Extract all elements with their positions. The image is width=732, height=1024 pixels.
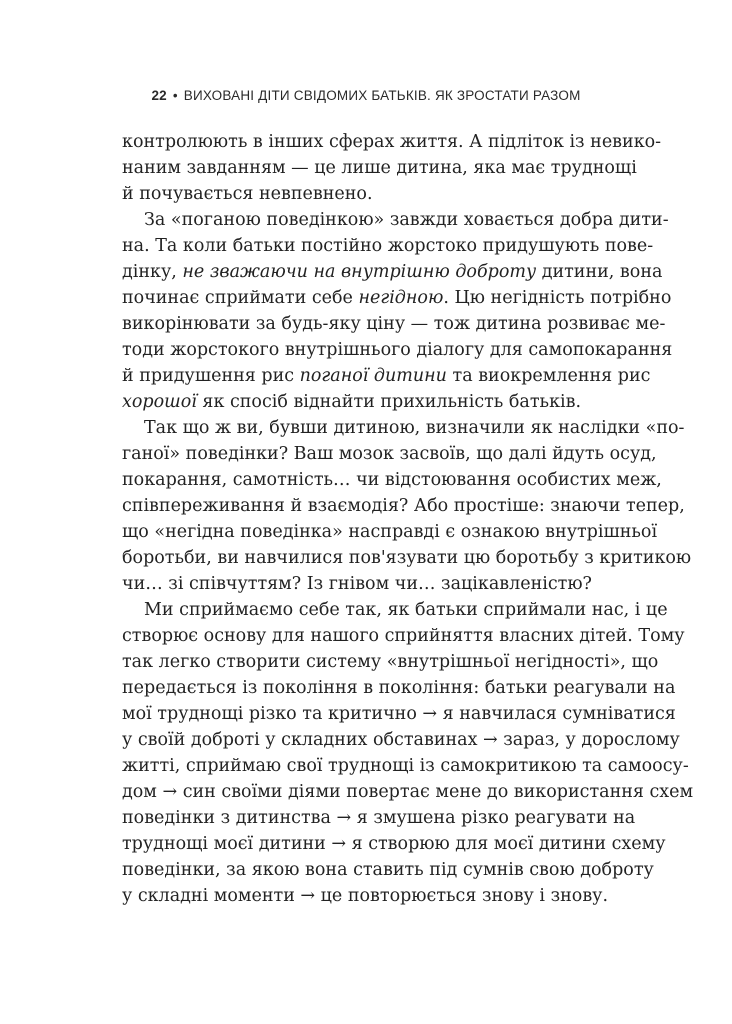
text-line <box>122 805 636 831</box>
text-run: передається із покоління в покоління: батьки реагували на <box>122 678 676 698</box>
text-run: мої труднощі різко та критично → я навчилася сумніватися <box>122 704 676 724</box>
text-line <box>122 519 658 545</box>
text-run: на. Та коли батьки постійно жорстоко придушують пове- <box>122 236 654 256</box>
text-line <box>122 727 680 753</box>
text-run: поведінки, за якою вона ставить під сумнів свою доброту <box>122 860 654 880</box>
text-line <box>122 779 694 805</box>
text-run: покарання, самотність… чи відстоювання особистих меж, <box>122 470 662 490</box>
text-line <box>122 363 651 389</box>
text-run: та виокремлення рис <box>446 366 651 386</box>
italic-text: хорошої <box>122 392 197 412</box>
text-run: поведінки з дитинства → я змушена різко реагувати на <box>122 808 636 828</box>
text-run: співпереживання й взаємодія? Або простіше: знаючи тепер, <box>122 496 685 516</box>
body-text <box>122 129 694 909</box>
text-line <box>122 181 612 207</box>
italic-text: негідною <box>358 288 444 308</box>
text-run: й почувається невпевнено. <box>122 184 373 204</box>
italic-text: не зважаючи на внутрішню доброту <box>182 262 537 282</box>
text-run: боротьби, ви навчилися пов'язувати цю боротьбу з критикою <box>122 548 692 568</box>
text-line <box>122 623 685 649</box>
text-run: дінку, <box>122 262 183 282</box>
text-run: дом → син своїми діями повертає мене до використання схем <box>122 782 694 802</box>
text-line <box>122 883 612 909</box>
text-run: наним завданням — це лише дитина, яка має труднощі <box>122 158 637 178</box>
running-header <box>0 88 732 103</box>
text-line <box>122 675 676 701</box>
text-line <box>122 493 685 519</box>
text-run: Ми сприймаємо себе так, як батьки сприймали нас, і це <box>144 600 668 620</box>
text-run: тоди жорстокого внутрішнього діалогу для самопокарання <box>122 340 673 360</box>
text-line <box>122 389 612 415</box>
text-line <box>122 831 666 857</box>
text-line <box>122 129 662 155</box>
text-line <box>122 259 663 285</box>
text-line <box>122 441 657 467</box>
text-line <box>122 207 669 233</box>
text-line <box>122 571 612 597</box>
text-line <box>122 155 637 181</box>
text-line <box>122 337 673 363</box>
text-line <box>122 467 662 493</box>
text-run: ганої» поведінки? Ваш мозок засвоїв, що далі йдуть осуд, <box>122 444 657 464</box>
text-run: що «негідна поведінка» насправді є ознакою внутрішньої <box>122 522 658 542</box>
text-run: у складні моменти → це повторюється знову і знову. <box>122 886 609 906</box>
text-run: За «поганою поведінкою» завжди ховається добра дити- <box>144 210 669 230</box>
text-line <box>122 233 654 259</box>
text-run: так легко створити систему «внутрішньої негідності», що <box>122 652 659 672</box>
text-run: Так що ж ви, бувши дитиною, визначили як наслідки «по- <box>144 418 685 438</box>
text-line <box>122 285 672 311</box>
book-title: ВИХОВАНІ ДІТИ СВІДОМИХ БАТЬКІВ. ЯК ЗРОСТАТИ РАЗОМ <box>183 88 581 103</box>
text-run: створює основу для нашого сприйняття власних дітей. Тому <box>122 626 685 646</box>
text-run: й придушення рис <box>122 366 300 386</box>
italic-text: поганої дитини <box>299 366 447 386</box>
page-number: 22 <box>151 88 167 103</box>
text-run: починає сприймати себе <box>122 288 359 308</box>
text-run: . Цю негідність потрібно <box>443 288 672 308</box>
text-run: контролюють в інших сферах життя. А підліток із невико- <box>122 132 662 152</box>
header-separator: • <box>172 88 178 103</box>
text-run: житті, сприймаю свої труднощі із самокритикою та самоосу- <box>122 756 689 776</box>
text-run: викорінювати за будь-яку ціну — тож дитина розвиває ме- <box>122 314 666 334</box>
text-line <box>122 597 668 623</box>
text-run: труднощі моєї дитини → я створюю для моєї дитини схему <box>122 834 666 854</box>
text-line <box>122 649 659 675</box>
text-line <box>122 857 654 883</box>
text-run: дитини, вона <box>536 262 663 282</box>
text-line <box>122 753 689 779</box>
text-line <box>122 415 685 441</box>
text-line <box>122 701 676 727</box>
text-line <box>122 545 692 571</box>
text-run: як спосіб віднайти прихильність батьків. <box>196 392 582 412</box>
text-line <box>122 311 666 337</box>
text-run: у своїй доброті у складних обставинах → зараз, у дорослому <box>122 730 680 750</box>
text-run: чи… зі співчуттям? Із гнівом чи… зацікавленістю? <box>122 574 592 594</box>
